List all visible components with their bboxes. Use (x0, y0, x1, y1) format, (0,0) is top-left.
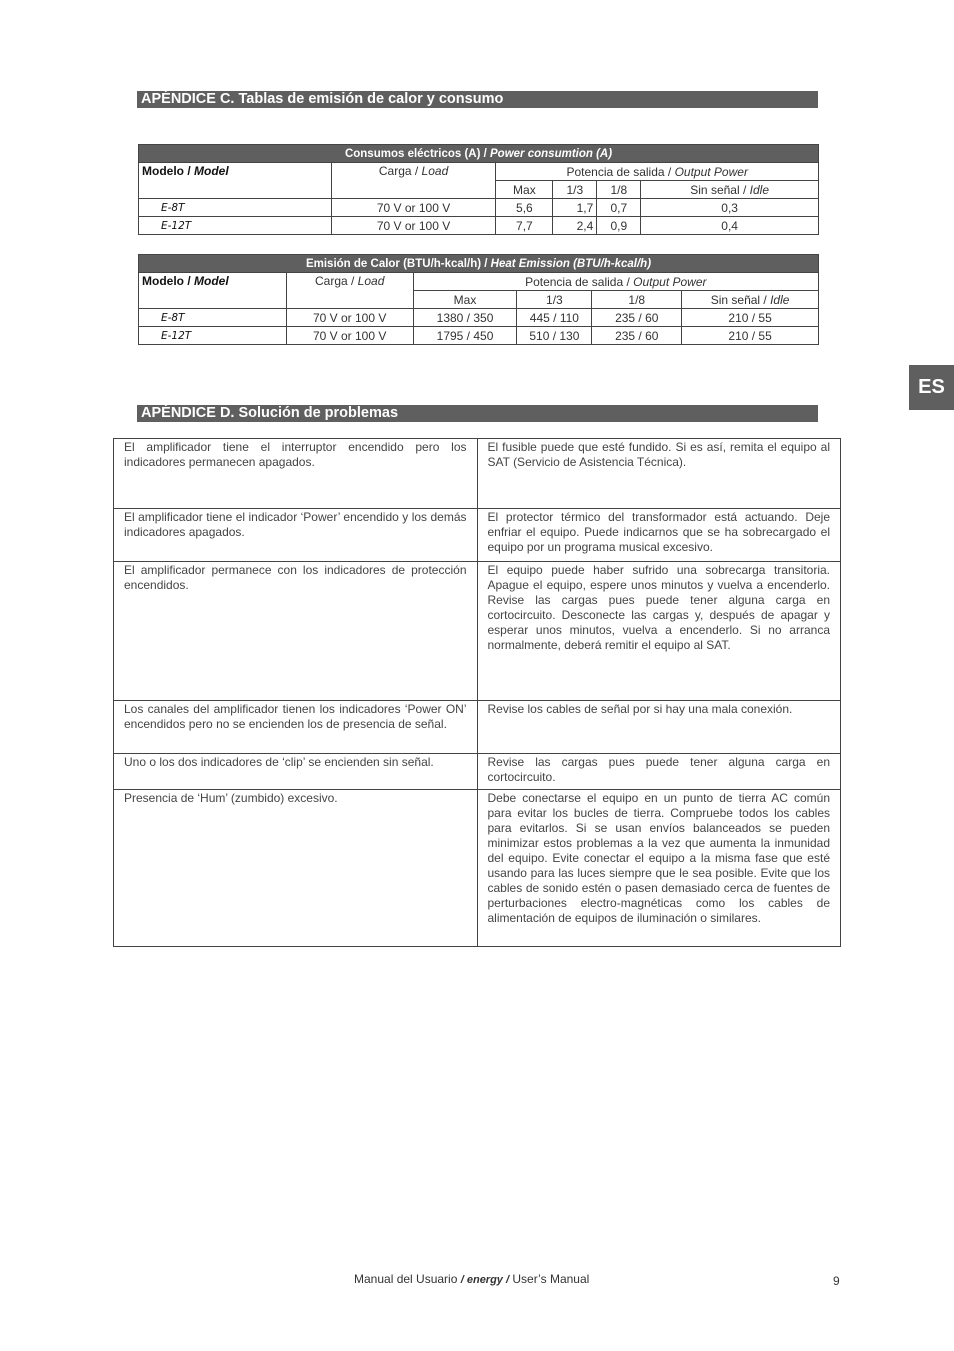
cell-load: 70 V or 100 V (286, 309, 413, 327)
cell-idle: 0,4 (641, 217, 819, 235)
table-title: Emisión de Calor (BTU/h-kcal/h) / Heat Emission (BTU/h-kcal/h) (139, 255, 819, 273)
appendix-d-heading: APÉNDICE D. Solución de problemas (137, 405, 818, 422)
cell-eighth: 0,7 (597, 199, 641, 217)
cell-third: 445 / 110 (517, 309, 592, 327)
table-title: Consumos eléctricos (A) / Power consumtion (A) (139, 145, 819, 163)
solution-cell: Debe conectarse el equipo en un punto de tierra AC común para evitar los bucles de tierra. Compruebe todos los cables para evitarlos. Si se usan envíos balanceados se pueden minimizar estos problemas a la vez que aumenta la inmunidad del equipo. Evite conectar el equipo a la misma fase que esté usando para las luces siempre que le sea posible. Evite que los cables de sonido estén o pasen demasiado cerca de fuentes de perturbaciones electro-magnéticas como los cables de alimentación de equipos de iluminación o similares. (477, 790, 841, 947)
sub-idle: Sin señal / Idle (682, 291, 819, 309)
col-load: Carga / Load (286, 273, 413, 309)
cell-max: 1795 / 450 (413, 327, 517, 345)
table-row (139, 309, 819, 327)
sub-max: Max (413, 291, 517, 309)
cell-eighth: 235 / 60 (592, 309, 682, 327)
col-load: Carga / Load (331, 163, 496, 199)
troubleshooting-table (113, 438, 841, 947)
cell-eighth: 235 / 60 (592, 327, 682, 345)
cell-max: 7,7 (496, 217, 553, 235)
solution-cell: El equipo puede haber sufrido una sobrecarga transitoria. Apague el equipo, espere unos minutos y vuelva a encenderlo. Revise las cargas pues puede tener alguna carga en cortocircuito. Desconecte las cargas y, después de apagar y esperar unos minutos, vuelva a encenderlo. Si no arranca normalmente, deberá remitir el equipo al SAT. (477, 562, 841, 701)
problem-cell: Presencia de ‘Hum’ (zumbido) excesivo. (114, 790, 478, 947)
solution-cell: Revise los cables de señal por si hay una mala conexión. (477, 701, 841, 754)
cell-third: 1,7 (553, 199, 597, 217)
sub-max: Max (496, 181, 553, 199)
cell-model: E-12T (139, 217, 332, 235)
cell-load: 70 V or 100 V (331, 217, 496, 235)
col-model: Modelo / Model (139, 273, 287, 309)
table-row (114, 790, 841, 947)
table-row (139, 199, 819, 217)
cell-idle: 210 / 55 (682, 309, 819, 327)
cell-model: E-8T (139, 309, 287, 327)
cell-max: 1380 / 350 (413, 309, 517, 327)
sub-eighth: 1/8 (592, 291, 682, 309)
cell-third: 510 / 130 (517, 327, 592, 345)
cell-model: E-12T (139, 327, 287, 345)
cell-model: E-8T (139, 199, 332, 217)
sub-idle: Sin señal / Idle (641, 181, 819, 199)
problem-cell: Uno o los dos indicadores de ‘clip’ se encienden sin señal. (114, 754, 478, 790)
sub-third: 1/3 (517, 291, 592, 309)
problem-cell: El amplificador tiene el interruptor encendido pero los indicadores permanecen apagados. (114, 439, 478, 509)
solution-cell: El protector térmico del transformador está actuando. Deje enfriar el equipo. Puede indicarnos que se ha sobrecargado el equipo por un programa musical excesivo. (477, 509, 841, 562)
cell-load: 70 V or 100 V (286, 327, 413, 345)
sub-third: 1/3 (553, 181, 597, 199)
cell-idle: 0,3 (641, 199, 819, 217)
table-row (114, 509, 841, 562)
solution-cell: Revise las cargas pues puede tener alguna carga en cortocircuito. (477, 754, 841, 790)
cell-idle: 210 / 55 (682, 327, 819, 345)
language-tab: ES (909, 365, 954, 410)
cell-third: 2,4 (553, 217, 597, 235)
table-row (114, 701, 841, 754)
problem-cell: El amplificador permanece con los indicadores de protección encendidos. (114, 562, 478, 701)
table-row (139, 217, 819, 235)
problem-cell: Los canales del amplificador tienen los indicadores ‘Power ON’ encendidos pero no se encienden los de presencia de señal. (114, 701, 478, 754)
col-model: Modelo / Model (139, 163, 332, 199)
footer-text: Manual del Usuario / energy / User’s Manual (354, 1272, 590, 1286)
appendix-c-heading: APÉNDICE C. Tablas de emisión de calor y consumo (137, 91, 818, 108)
sub-eighth: 1/8 (597, 181, 641, 199)
problem-cell: El amplificador tiene el indicador ‘Power’ encendido y los demás indicadores apagados. (114, 509, 478, 562)
table-row (114, 754, 841, 790)
page-number: 9 (833, 1274, 840, 1288)
table-row (114, 562, 841, 701)
table-row (139, 327, 819, 345)
heat-emission-table (138, 254, 819, 345)
cell-max: 5,6 (496, 199, 553, 217)
col-output-power: Potencia de salida / Output Power (496, 163, 819, 181)
col-output-power: Potencia de salida / Output Power (413, 273, 818, 291)
solution-cell: El fusible puede que esté fundido. Si es así, remita el equipo al SAT (Servicio de Asistencia Técnica). (477, 439, 841, 509)
power-consumption-table (138, 144, 819, 235)
cell-eighth: 0,9 (597, 217, 641, 235)
cell-load: 70 V or 100 V (331, 199, 496, 217)
table-row (114, 439, 841, 509)
